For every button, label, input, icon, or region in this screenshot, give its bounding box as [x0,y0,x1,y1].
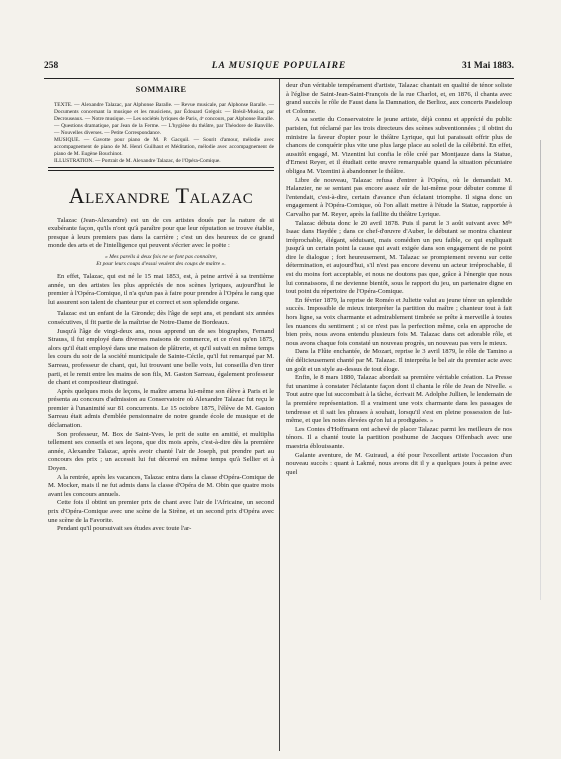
left-column [48,82,274,534]
issue-date: 31 Mai 1883. [462,61,514,71]
paragraph: Libre de nouveau, Talazac refusa d'entrer à l'Opéra, où le demandait M. Halanzier, ne se sentant pas encore assez sûr de lui-même pour débuter comme il l'entendait, c'est-à-dire, certain d'avance d'un éclatant triomphe. Il signa donc un engagement à l'Opéra-Comique, où l'on allait mettre à l'étude la Statue, rapportée à Carvalho par M. Reyer, après la faillite du théâtre Lyrique. [286,176,512,218]
paragraph: Talazac est un enfant de la Gironde; dès l'âge de sept ans, et pendant six années consécutives, il fit partie de la maîtrise de Notre-Dame de Bordeaux. [48,310,274,326]
paragraph: En février 1879, la reprise de Roméo et Juliette valut au jeune ténor un splendide succès. Impossible de mieux interpréter la partition du maître ; chanteur tout à fait hors ligne, sa voix charmante et admirablement timbrée se prête à merveille à toutes les nuances du sentiment ; si ce n'est pas la perfection même, cela en approche de bien près, nous avons entendu plusieurs fois M. Talazac dans cet adorable rôle, et nous avons chaque fois constaté un nouveau progrès, un nouveau pas vers le mieux. [286,296,512,347]
paragraph: Talazac débuta donc le 20 avril 1878. Puis il parut le 3 août suivant avec Mˡˡᵉ Isaac dans Haydée ; dans ce chef-d'œuvre d'Auber, le débutant se montra chanteur irréprochable, élégant, séduisant, mais comédien un peu faible, ce qui expliquait jusqu'à un certain point la cause qui avait exigée dans son engagement de ne point dire le dialogue ; fort heureusement, M. Talazac se promptement revenu sur cette détermination, et aujourd'hui, s'il n'est pas encore devenu un acteur irréprochable, il est du moins fort acceptable, et nous ne doutons pas que, grâce à l'énergie que nous lui connaissons, il ne devienne bientôt, sous le rapport du jeu, un partenaire digne en tout point du répertoire de l'Opéra-Comique. [286,219,512,296]
intro-paragraph: Talazac (Jean-Alexandre) est un de ces artistes doués par la nature de si exubérante façon, qu'ils n'ont qu'à paraître pour que leur réputation se trouve établie, presque à leurs premiers pas dans la carrière ; c'est un des heureux de ce grand monde des arts et de l'intelligence qui peuvent s'écrier avec le poëte : [48,216,274,250]
journal-title: LA MUSIQUE POPULAIRE [211,61,347,71]
paragraph: Jusqu'à l'âge de vingt-deux ans, nous apprend un de ses biographes, Fernand Strauss, il fut employé dans diverses maisons de commerce, et ce n'est qu'en 1875, alors qu'il était employé dans une maison de plâtrerie, et qu'il suivait en même temps les cours du soir de la société municipale de Sainte-Cécile, qu'il fut remarqué par M. Sarreau, professeur de chant, qui, lui trouvant une belle voix, lui conseilla d'en tirer parti, et le remit entre les mains de son fils, M. Gaston Sarreau, également professeur de chant et compositeur distingué. [48,327,274,387]
paragraph: A la rentrée, après les vacances, Talazac entra dans la classe d'Opéra-Comique de M. Mocker, mais il ne fut admis dans la classe d'Opéra de M. Obin que quatre mois avant les concours annuels. [48,473,274,498]
paragraph: Après quelques mois de leçons, le maître amena lui-même son élève à Paris et le présenta au concours d'admission au Conservatoire où Alexandre Talazac fut reçu le premier à l'unanimité sur 81 concurrents. Le 15 octobre 1875, l'élève de M. Gaston Sarreau était admis d'emblée pensionnaire de notre grande école de musique et de déclamation. [48,387,274,430]
sommaire-texte: TEXTE. — Alexandre Talazac, par Alphonse Baralle. — Revue musicale, par Alphonse Baralle. — Documents concernant la musique et les musiciens, par Édouard Grégoir. — Brésil-Musica, par Decrouseaux. — Notre musique. — Les sociétés lyriques de Paris, 4ᵉ concours, par Alphonse Baralle. — Questions dramatique, par Jean de la Ferme. — L'hygiène du théâtre, par Théodore de Banville. — Nouvelles diverses. — Petite Correspondance. [54,101,274,136]
paragraph: Galante aventure, de M. Guiraud, a été pour l'excellent artiste l'occasion d'un nouveau succès : quant à Lakmé, nous avons dit il y a quelques jours à peine avec quel [286,451,512,476]
paragraph: deur d'un véritable tempérament d'artiste, Talazac chantait en qualité de ténor soliste à l'église de Saint-Jean-Saint-François de la rue Charlot, et, en 1876, il chanta avec grand succès le rôle de Faust dans la Damnation, de Berlioz, aux concerts Pasdeloup et Colonne. [286,82,512,115]
page-number: 258 [44,61,59,71]
paragraph: En effet, Talazac, qui est né le 15 mai 1853, est, à peine arrivé à sa trentième année, un des artistes les plus appréciés de nos scènes lyriques, aujourd'hui le premier à l'Opéra-Comique, il n'a qu'un pas à faire pour prendre à l'Opéra le rang que lui assurent son talent de chanteur pur et correct et son splendide organe. [48,272,274,306]
sommaire [48,102,274,165]
paragraph: Enfin, le 8 mars 1880, Talazac abordait sa première véritable création. La Presse fut unanime à constater l'éclatante façon dont il chanta le rôle de Jean de Nivelle. « Tout autre que lui succombait à la tâche, écrivait M. Adolphe Jullien, le lendemain de la première représentation. Il a vraiment une voix charmante dans les passages de tendresse et il sait les phrases à souhait, lorsqu'il s'est en pleine possession de lui-même, et que les notes élevées qu'on lui a prodiguées. » [286,374,512,425]
paragraph: Les Contes d'Hoffmann ont achevé de placer Talazac parmi les meilleurs de nos ténors. Il a chanté toute la partition posthume de Jacques Offenbach avec une maestria éblouissante. [286,425,512,450]
sommaire-musique: MUSIQUE. — Gavotte pour piano de M. P. Gacquil. — Sourit d'amour, mélodie avec accompagnement de piano de M. Henri Guilhaut et Méditation, mélodie avec accompagnement de piano de M. Eugène Bouchinot. [54,136,274,157]
article-title: Alexandre Talazac [68,182,254,208]
column-divider [279,79,280,751]
sommaire-divider [48,167,274,171]
paragraph: Cette fois il obtint un premier prix de chant avec l'air de l'Africaine, un second prix d'Opéra-Comique avec une scène de la Sirène, et un second prix d'Opéra avec une scène de la Favorite. [48,499,274,524]
verse-quote [48,254,274,268]
paragraph: Pendant qu'il poursuivait ses études avec toute l'ar- [57,525,192,533]
scan-artifact-line [540,140,541,600]
running-header [44,61,514,75]
verse-line-2: Et pour leurs coups d'essai veulent des coups de maître ». [96,260,226,267]
verse-line-1: « Mes pareils à deux fois ne se font pas connaître, [105,253,217,260]
sommaire-title: SOMMAIRE [135,85,187,94]
paragraph: Son professeur, M. Box de Saint-Yves, le prit de suite en amitié, et multiplia tellement ses conseils et ses leçons, que dix mois après, c'est-à-dire dès la première année, Alexandre Talazac, après avoir chanté l'air de Joseph, put prendre part au concours des prix ; un accessit lui fut décerné en même temps qu'à Sellier et à Doyen. [48,430,274,473]
paragraph: A sa sortie du Conservatoire le jeune artiste, déjà connu et apprécié du public parisien, fut réclamé par les trois directeurs des scènes subventionnées ; il obtint du ministre la faveur d'opter pour le théâtre Lyrique, qui lui paraissait offrir plus de chances de conquérir plus vite une plus large place au soleil de la célébrité. En effet, aussitôt engagé, M. Vizentini lui confia le rôle créé par Montjauze dans la Statue, d'Ernest Reyer, et il étudiait cette œuvre remarquable quand la situation pécuniaire obligea M. Vizentini à abandonner le théâtre. [286,116,512,175]
paragraph: Dans la Flûte enchantée, de Mozart, reprise le 3 avril 1879, le rôle de Tamino a été délicieusement chanté par M. Talazac. Il interpréta le bel air du premier acte avec un goût et un style au-dessus de tout éloge. [286,348,512,373]
right-column [286,82,512,477]
sommaire-illustration: ILLUSTRATION. — Portrait de M. Alexandre Talazac, de l'Opéra-Comique. [54,157,221,164]
